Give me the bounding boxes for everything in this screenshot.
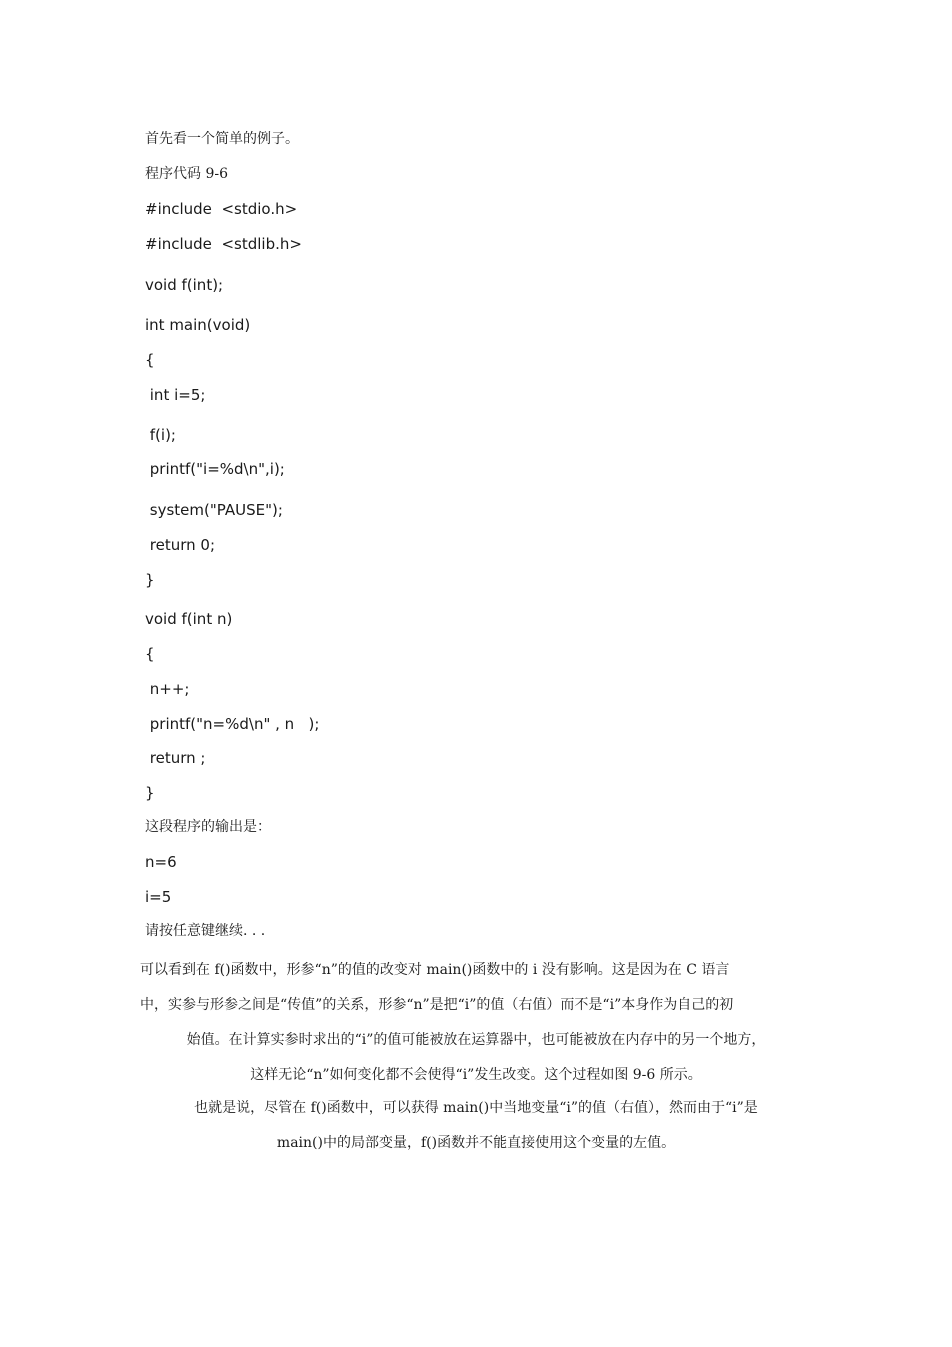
- paragraph-line: 也就是说，尽管在 f()函数中，可以获得 main()中当地变量“i”的值（右值），然而由于“i”是: [194, 1100, 758, 1116]
- intro-text: 首先看一个简单的例子。: [145, 131, 299, 147]
- code-line: void f(int);: [145, 276, 224, 294]
- code-line: int i=5;: [145, 386, 206, 404]
- code-line: }: [145, 571, 155, 589]
- code-line: printf("n=%d\n" , n );: [145, 715, 320, 733]
- paragraph-line: 中，实参与形参之间是“传值”的关系，形参“n”是把“i”的值（右值）而不是“i”本身作为自己的初: [140, 997, 734, 1013]
- code-line: {: [145, 351, 155, 369]
- code-line: {: [145, 645, 155, 663]
- output-line: n=6: [145, 853, 177, 871]
- paragraph-line: 可以看到在 f()函数中，形参“n”的值的改变对 main()函数中的 i 没有影响。这是因为在 C 语言: [140, 962, 730, 978]
- code-line: return ;: [145, 749, 206, 767]
- paragraph-line: 这样无论“n”如何变化都不会使得“i”发生改变。这个过程如图 9-6 所示。: [250, 1067, 702, 1083]
- code-line: printf("i=%d\n",i);: [145, 460, 285, 478]
- code-line: #include <stdlib.h>: [145, 235, 302, 253]
- code-line: system("PAUSE");: [145, 501, 283, 519]
- output-label: 这段程序的输出是：: [145, 819, 271, 835]
- code-line: #include <stdio.h>: [145, 200, 298, 218]
- code-line: n++;: [145, 680, 190, 698]
- paragraph-line: main()中的局部变量，f()函数并不能直接使用这个变量的左值。: [276, 1135, 676, 1151]
- paragraph-line: 始值。在计算实参时求出的“i”的值可能被放在运算器中，也可能被放在内存中的另一个地方，: [186, 1032, 766, 1048]
- code-line: f(i);: [145, 426, 176, 444]
- code-line: int main(void): [145, 316, 251, 334]
- code-line: return 0;: [145, 536, 215, 554]
- code-caption: 程序代码 9-6: [145, 166, 228, 182]
- output-line: i=5: [145, 888, 172, 906]
- output-line: 请按任意键继续. . .: [145, 923, 266, 939]
- code-line: void f(int n): [145, 610, 233, 628]
- code-line: }: [145, 784, 155, 802]
